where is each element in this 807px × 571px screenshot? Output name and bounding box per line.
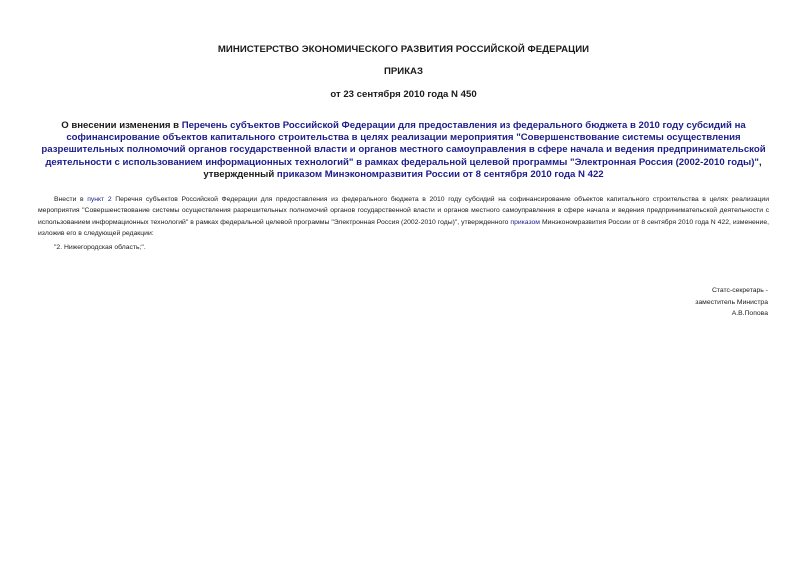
amended-item: "2. Нижегородская область;". <box>54 244 146 251</box>
body-part2: Минэкономразвития России от 8 сентября 2010 года N 422, изменение, изложив его в следующей редакции: <box>38 218 769 238</box>
title-prefix: О внесении изменения в <box>61 120 182 131</box>
body-link-order[interactable]: приказом <box>510 218 540 226</box>
title-link-order[interactable]: приказом Минэкономразвития России от 8 сентября 2010 года N 422 <box>276 168 604 180</box>
document-date-number: от 23 сентября 2010 года N 450 <box>330 89 477 100</box>
title-middle: , утвержденный <box>203 156 762 180</box>
body-paragraph <box>38 194 769 240</box>
document-title <box>38 120 769 181</box>
title-link-list[interactable]: Перечень субъектов Российской Федерации для предоставления из федерального бюджета в 2010 году субсидий на софинансирование объектов капитального строительства в целях реализации мероприятия "Совершенствование системы осуществления разрешительных полномочий органов государственной власти и органов местного самоуправления в сфере начала и ведения предпринимательской деятельности с использованием информационных технологий" в рамках федеральной целевой программы "Электронная Россия (2002-2010 годы)" <box>41 120 766 168</box>
body-link-item[interactable]: пункт 2 <box>87 196 112 203</box>
body-prefix: Внести в <box>54 196 88 203</box>
ministry-name: МИНИСТЕРСТВО ЭКОНОМИЧЕСКОГО РАЗВИТИЯ РОССИЙСКОЙ ФЕДЕРАЦИИ <box>217 44 590 55</box>
body-part1: Перечня субъектов Российской Федерации для предоставления из федерального бюджета в 2010 году субсидий на софинансирование объектов капитального строительства в целях реализации мероприятия "Совершенствование системы осуществления разрешительных полномочий органов государственной власти и органов местного самоуправления в сфере начала и ведения предпринимательской деятельности с использованием информационных технологий" в рамках федеральной целевой программы "Электронная Россия (2002-2010 годы)", утвержденного <box>38 196 769 226</box>
signature-name: А.В.Попова <box>731 310 768 318</box>
signature-position-2: заместитель Министра <box>695 298 768 306</box>
signature-block <box>695 285 768 320</box>
signature-position-1: Статс-секретарь - <box>711 287 768 294</box>
document-type: ПРИКАЗ <box>384 66 423 77</box>
